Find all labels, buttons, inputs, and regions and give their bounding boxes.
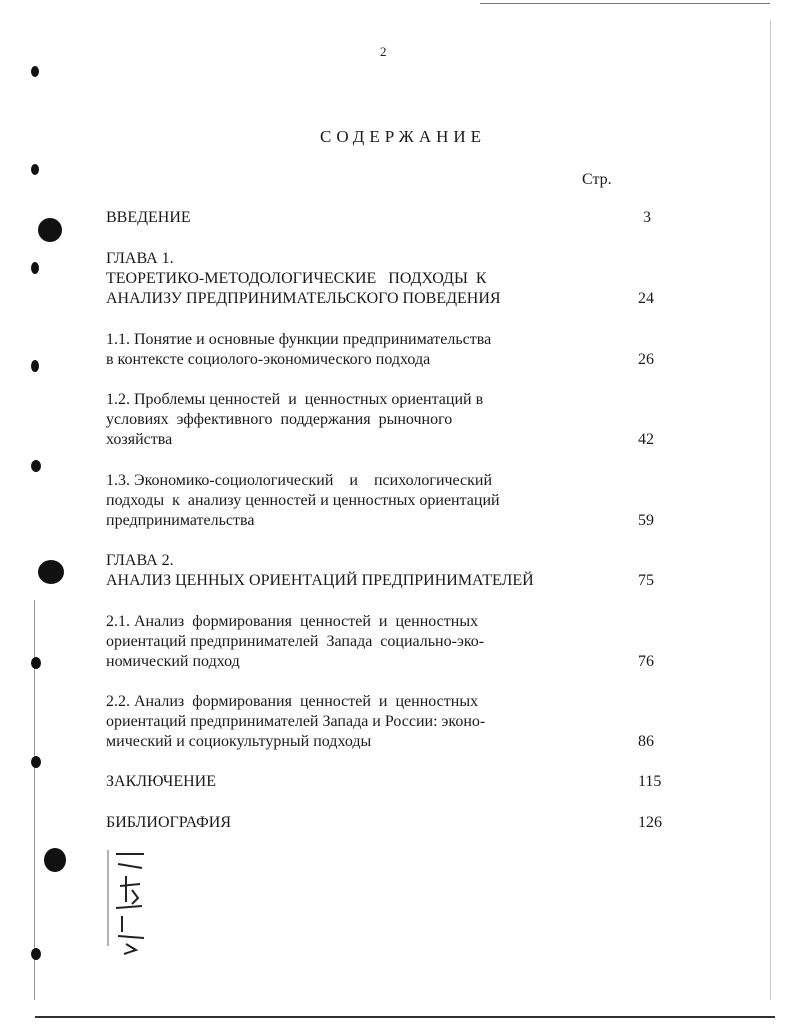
toc-entry-line: ориентаций предпринимателей Запада социально-эко- xyxy=(106,633,485,650)
punch-hole xyxy=(31,164,39,175)
toc-entry-page: 59 xyxy=(638,512,654,529)
toc-entry-line: ВВЕДЕНИЕ xyxy=(106,209,191,226)
toc-entry-line: 2.2. Анализ формирования ценностей и ценностных xyxy=(106,693,479,710)
toc-entry-line: мический и социокультурный подходы xyxy=(106,733,372,750)
toc-entry-page: 42 xyxy=(638,431,654,448)
punch-hole xyxy=(38,218,62,242)
toc-entry-line: подходы к анализу ценностей и ценностных ориентаций xyxy=(106,492,500,509)
toc-entry-line: ТЕОРЕТИКО-МЕТОДОЛОГИЧЕСКИЕ ПОДХОДЫ К xyxy=(106,270,487,287)
punch-hole xyxy=(31,756,41,768)
punch-hole xyxy=(44,848,66,872)
toc-entry-line: хозяйства xyxy=(106,431,173,448)
toc-entry-line: ГЛАВА 2. xyxy=(106,552,174,569)
scan-bottom-rule xyxy=(35,1016,775,1018)
punch-hole xyxy=(31,460,41,472)
toc-entry-line: в контексте социолого-экономического подхода xyxy=(106,351,431,368)
toc-entry-page: 86 xyxy=(638,733,654,750)
punch-hole xyxy=(31,657,41,669)
handwritten-mark xyxy=(96,846,152,958)
scan-top-rule xyxy=(480,3,770,4)
page-number: 2 xyxy=(380,44,387,59)
toc-entry-line: ЗАКЛЮЧЕНИЕ xyxy=(106,773,216,790)
punch-hole xyxy=(31,360,39,372)
punch-hole xyxy=(31,66,39,77)
toc-entry-line: номический подход xyxy=(106,653,240,670)
punch-hole xyxy=(38,560,64,584)
toc-entry-page: 3 xyxy=(643,209,651,226)
toc-entry-line: АНАЛИЗ ЦЕННЫХ ОРИЕНТАЦИЙ ПРЕДПРИНИМАТЕЛЕЙ xyxy=(106,572,534,589)
punch-hole xyxy=(31,948,41,960)
toc-entry-page: 75 xyxy=(638,572,654,589)
toc-entry-line: АНАЛИЗУ ПРЕДПРИНИМАТЕЛЬСКОГО ПОВЕДЕНИЯ xyxy=(106,290,501,307)
toc-entry-page: 126 xyxy=(638,814,662,831)
toc-entry-line: ориентаций предпринимателей Запада и России: эконо- xyxy=(106,713,486,730)
toc-entry-line: условиях эффективного поддержания рыночного xyxy=(106,411,453,428)
toc-entry-line: 1.1. Понятие и основные функции предпринимательства xyxy=(106,331,492,348)
toc-entry-line: 2.1. Анализ формирования ценностей и ценностных xyxy=(106,613,479,630)
toc-entry-page: 76 xyxy=(638,653,654,670)
toc-entry-line: БИБЛИОГРАФИЯ xyxy=(106,814,232,831)
toc-entry-line: ГЛАВА 1. xyxy=(106,250,174,267)
toc-entry-line: 1.3. Экономико-социологический и психологический xyxy=(106,472,493,489)
page-title: СОДЕРЖАНИЕ xyxy=(320,127,487,146)
toc-entry-page: 24 xyxy=(638,290,654,307)
page-column-label: Стр. xyxy=(582,171,612,188)
toc-entry-page: 115 xyxy=(638,773,662,790)
toc-entry-line: 1.2. Проблемы ценностей и ценностных ориентаций в xyxy=(106,391,484,408)
toc-entry-page: 26 xyxy=(638,351,654,368)
punch-hole xyxy=(31,262,39,274)
toc-entry-line: предпринимательства xyxy=(106,512,255,529)
scan-right-edge xyxy=(770,20,771,1000)
